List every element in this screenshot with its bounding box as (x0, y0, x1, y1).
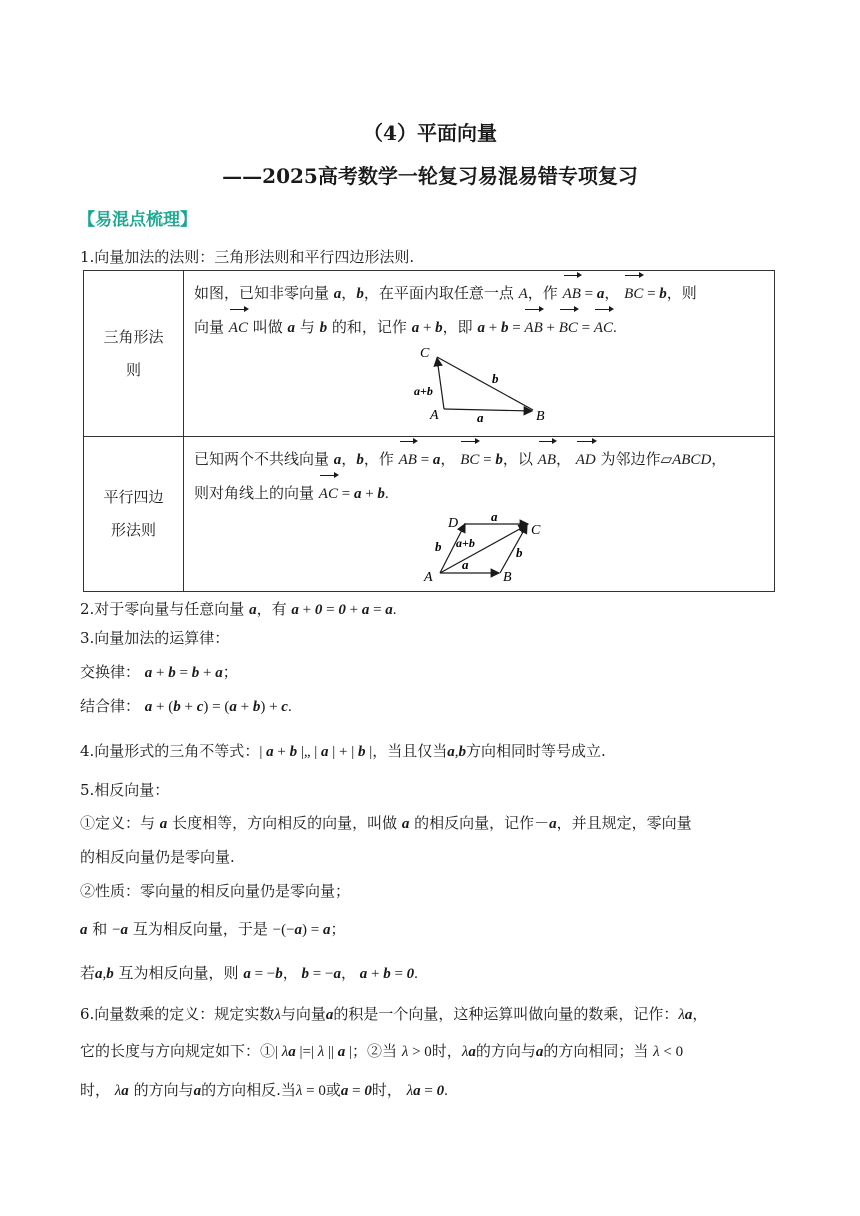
table-row-triangle (84, 271, 775, 437)
table-row-parallelogram (84, 437, 775, 592)
label-b-right: b (516, 545, 523, 560)
label-a-plus-b-2: a+b (456, 536, 475, 550)
property-line: ②性质：零向量的相反向量仍是零向量； (80, 882, 351, 900)
triangle-rule-label: 三角形法 则 (84, 271, 184, 437)
page-title: （4）平面向量 (363, 121, 497, 145)
item-6-line-1: 6.向量数乘的定义：规定实数λ与向量a的积是一个向量，这种运算叫做向量的数乘，记作：λa， (80, 1005, 708, 1023)
point-c-label-2: C (531, 523, 541, 538)
vector-sum-arrow (437, 358, 444, 409)
point-a-label-2: A (424, 570, 433, 585)
vector-b-line (437, 357, 533, 410)
associative-law: 结合律： a + (b + c) = (a + b) + c. (80, 697, 292, 715)
label-a: a (477, 410, 484, 425)
label-a-plus-b: a+b (414, 384, 433, 398)
label-b-left: b (435, 539, 442, 554)
item-4: 4.向量形式的三角不等式：| a + b |„ | a | + | b |，当且仅当a,b方向相同时等号成立. (80, 742, 606, 760)
page-subtitle: ——2025高考数学一轮复习易混易错专项复习 (222, 164, 638, 188)
addition-rules-table (83, 270, 775, 592)
parallelogram-rule-label: 平行四边 形法则 (84, 437, 184, 592)
section-heading: 【易混点梳理】 (78, 210, 197, 230)
triangle-rule-text-1: 如图，已知非零向量 a，b，在平面内取任意一点 A，作 AB = a， BC = b，则 (194, 277, 764, 311)
triangle-diagram (194, 345, 764, 433)
item-2: 2.对于零向量与任意向量 a，有 a + 0 = 0 + a = a. (80, 600, 397, 618)
point-c-label: C (420, 346, 430, 361)
point-b-label: B (536, 409, 545, 424)
point-b-label-2: B (503, 570, 512, 585)
parallelogram-rule-text-2: 则对角线上的向量 AC = a + b. (194, 477, 764, 511)
parallelogram-rule-content (184, 437, 775, 592)
opposite-vectors-if-line: 若a,b 互为相反向量，则 a = −b， b = −a， a + b = 0. (80, 964, 418, 982)
item-3: 3.向量加法的运算律： (80, 629, 230, 647)
point-d-label: D (448, 516, 459, 531)
item-6-line-3: 时， λa 的方向与a的方向相反.当λ = 0或a = 0时， λa = 0. (80, 1081, 448, 1099)
item-6-line-2: 它的长度与方向规定如下：①| λa |=| λ || a |；②当 λ > 0时，λa的方向与a的方向相同；当 λ < 0 (80, 1042, 684, 1060)
vector-a-arrow (444, 409, 532, 411)
parallelogram-diagram (194, 511, 764, 591)
definition-line-2: 的相反向量仍是零向量. (80, 848, 235, 866)
item-5: 5.相反向量： (80, 781, 170, 799)
opposite-vectors-line: a 和 −a 互为相反向量，于是 −(−a) = a； (80, 920, 346, 938)
definition-line-1: ①定义：与 a 长度相等，方向相反的向量，叫做 a 的相反向量，记作－a，并且规定，零向量 (80, 814, 692, 832)
triangle-rule-text-2: 向量 AC 叫做 a 与 b 的和，记作 a + b，即 a + b = AB + BC = AC. (194, 311, 764, 345)
commutative-law: 交换律： a + b = b + a； (80, 663, 238, 681)
triangle-rule-content (184, 271, 775, 437)
parallelogram-rule-text-1: 已知两个不共线向量 a，b，作 AB = a， BC = b，以 AB， AD 为邻边作▱ABCD， (194, 443, 764, 477)
item-1: 1.向量加法的法则：三角形法则和平行四边形法则. (80, 248, 415, 266)
label-a-top: a (491, 511, 498, 524)
label-a-bottom: a (462, 557, 469, 572)
point-a-label: A (430, 408, 439, 423)
label-b: b (492, 371, 499, 386)
